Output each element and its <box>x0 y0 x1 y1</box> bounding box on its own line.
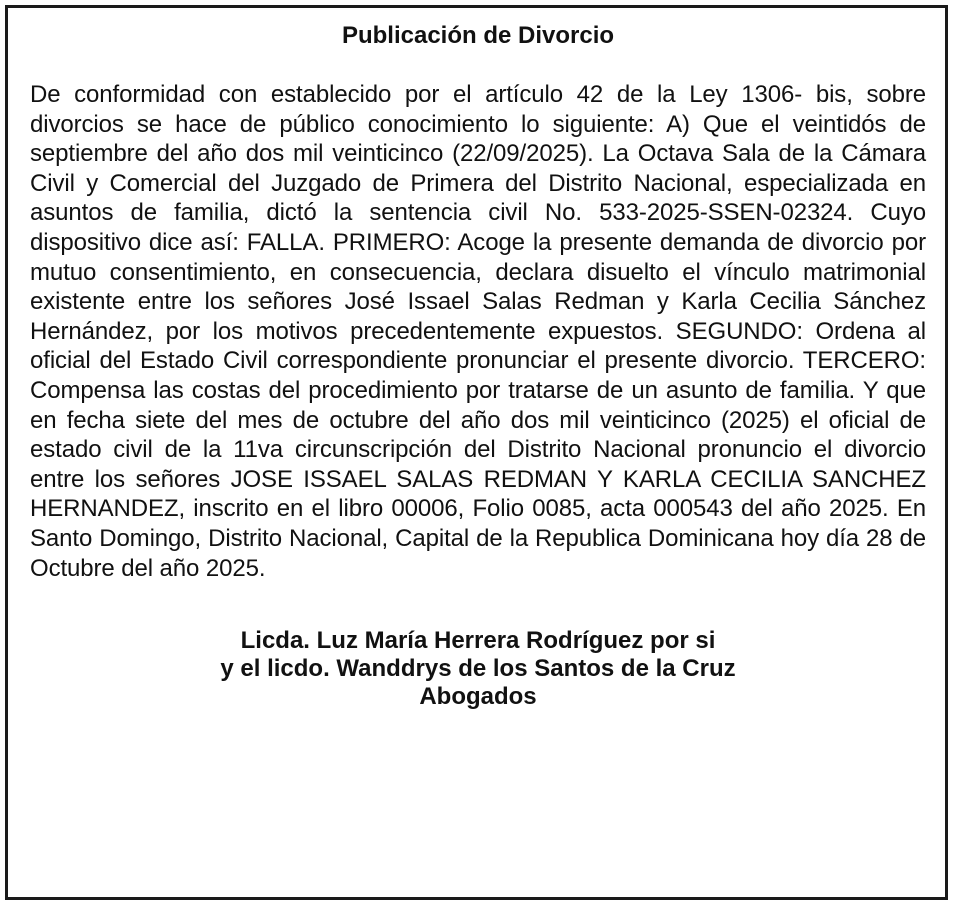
signature-line-1: Licda. Luz María Herrera Rodríguez por si <box>240 627 716 655</box>
notice-body: De conformidad con establecido por el artículo 42 de la Ley 1306- bis, sobre divorcios se hace de público conocimiento lo siguiente: A) Que el veintidós de septiembre del año dos mil veinticinco (22/09/2025). La Octava Sala de la Cámara Civil y Comercial del Juzgado de Primera del Distrito Nacional, especializada en asuntos de familia, dictó la sentencia civil No. 533-2025-SSEN-02324. Cuyo dispositivo dice así: FALLA. PRIMERO: Acoge la presente demanda de divorcio por mutuo consentimiento, en consecuencia, declara disuelto el vínculo matrimonial existente entre los señores José Issael Salas Redman y Karla Cecilia Sánchez Hernández, por los motivos precedentemente expuestos. SEGUNDO: Ordena al oficial del Estado Civil correspondiente pronunciar el presente divorcio. TERCERO: Compensa las costas del procedimiento por tratarse de un asunto de familia. Y que en fecha siete del mes de octubre del año dos mil veinticinco (2025) el oficial de estado civil de la 11va circunscripción del Distrito Nacional pronuncio el divorcio entre los señores JOSE ISSAEL SALAS REDMAN Y KARLA CECILIA SANCHEZ HERNANDEZ, inscrito en el libro 00006, Folio 0085, acta 000543 del año 2025. En Santo Domingo, Distrito Nacional, Capital de la Republica Dominicana hoy día 28 de Octubre del año 2025. <box>30 81 926 582</box>
notice-content <box>30 18 926 711</box>
notice-title: Publicación de Divorcio <box>341 22 615 49</box>
notice-frame <box>5 5 948 900</box>
signature-block <box>30 627 926 711</box>
signature-line-3: Abogados <box>419 683 537 711</box>
signature-line-2: y el licdo. Wanddrys de los Santos de la Cruz <box>220 655 736 683</box>
